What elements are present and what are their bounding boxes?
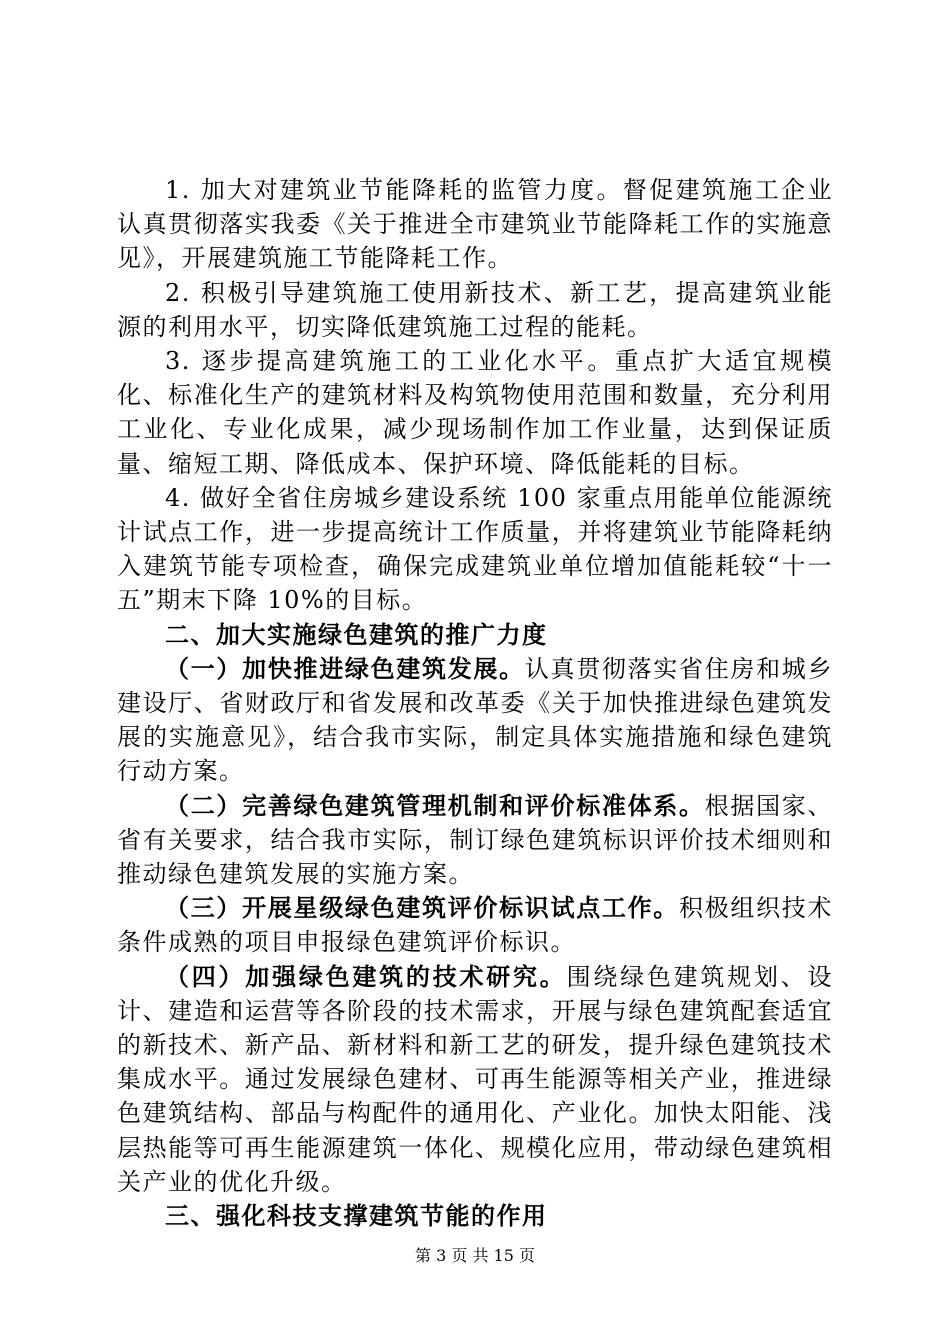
paragraph-2: 2. 积极引导建筑施工使用新技术、新工艺，提高建筑业能源的利用水平，切实降低建筑施工过程的能耗。 bbox=[117, 278, 833, 341]
subsection-1-title: （一）加快推进绿色建筑发展。 bbox=[165, 654, 525, 683]
subsection-3-text: 积极组织技术条件成熟的项目申报绿色建筑评价标识。 bbox=[117, 894, 833, 957]
paragraph-4: 4. 做好全省住房城乡建设系统 100 家重点用能单位能源统计试点工作，进一步提高统计工作质量，并将建筑业节能降耗纳入建筑节能专项检查，确保完成建筑业单位增加值能耗较“十一五”期末下降 10%的目标。 bbox=[117, 483, 833, 615]
section-heading-2: 二、加大实施绿色建筑的推广力度 bbox=[165, 620, 548, 649]
subsection-2-title: （二）完善绿色建筑管理机制和评价标准体系。 bbox=[165, 791, 705, 820]
subsection-1 bbox=[117, 652, 833, 789]
subsection-2-text: 根据国家、省有关要求，结合我市实际，制订绿色建筑标识评价技术细则和推动绿色建筑发展的实施方案。 bbox=[117, 791, 834, 889]
document-body bbox=[117, 173, 833, 1233]
paragraph-3: 3. 逐步提高建筑施工的工业化水平。重点扩大适宜规模化、标准化生产的建筑材料及构筑物使用范围和数量，充分利用工业化、专业化成果，减少现场制作加工作业量，达到保证质量、缩短工期、降低成本、保护环境、降低能耗的目标。 bbox=[117, 347, 833, 478]
page-footer: 第 3 页 共 15 页 bbox=[415, 1246, 535, 1265]
subsection-4 bbox=[117, 960, 833, 1199]
subsection-3-title: （三）开展星级绿色建筑评价标识试点工作。 bbox=[165, 894, 679, 923]
subsection-3 bbox=[117, 891, 833, 959]
subsection-1-text: 认真贯彻落实省住房和城乡建设厅、省财政厅和省发展和改革委《关于加快推进绿色建筑发展的实施意见》，结合我市实际，制定具体实施措施和绿色建筑行动方案。 bbox=[117, 654, 834, 786]
subsection-4-text: 围绕绿色建筑规划、设计、建造和运营等各阶段的技术需求，开展与绿色建筑配套适宜的新技术、新产品、新材料和新工艺的研发，提升绿色建筑技术集成水平。通过发展绿色建材、可再生能源等相关产业，推进绿色建筑结构、部品与构配件的通用化、产业化。加快太阳能、浅层热能等可再生能源建筑一体化、规模化应用，带动绿色建筑相关产业的优化升级。 bbox=[117, 962, 833, 1196]
subsection-4-title: （四）加强绿色建筑的技术研究。 bbox=[165, 962, 567, 991]
subsection-2 bbox=[117, 789, 833, 892]
section-heading-3: 三、强化科技支撑建筑节能的作用 bbox=[165, 1202, 548, 1231]
paragraph-1: 1. 加大对建筑业节能降耗的监管力度。督促建筑施工企业认真贯彻落实我委《关于推进全市建筑业节能降耗工作的实施意见》，开展建筑施工节能降耗工作。 bbox=[117, 176, 833, 273]
